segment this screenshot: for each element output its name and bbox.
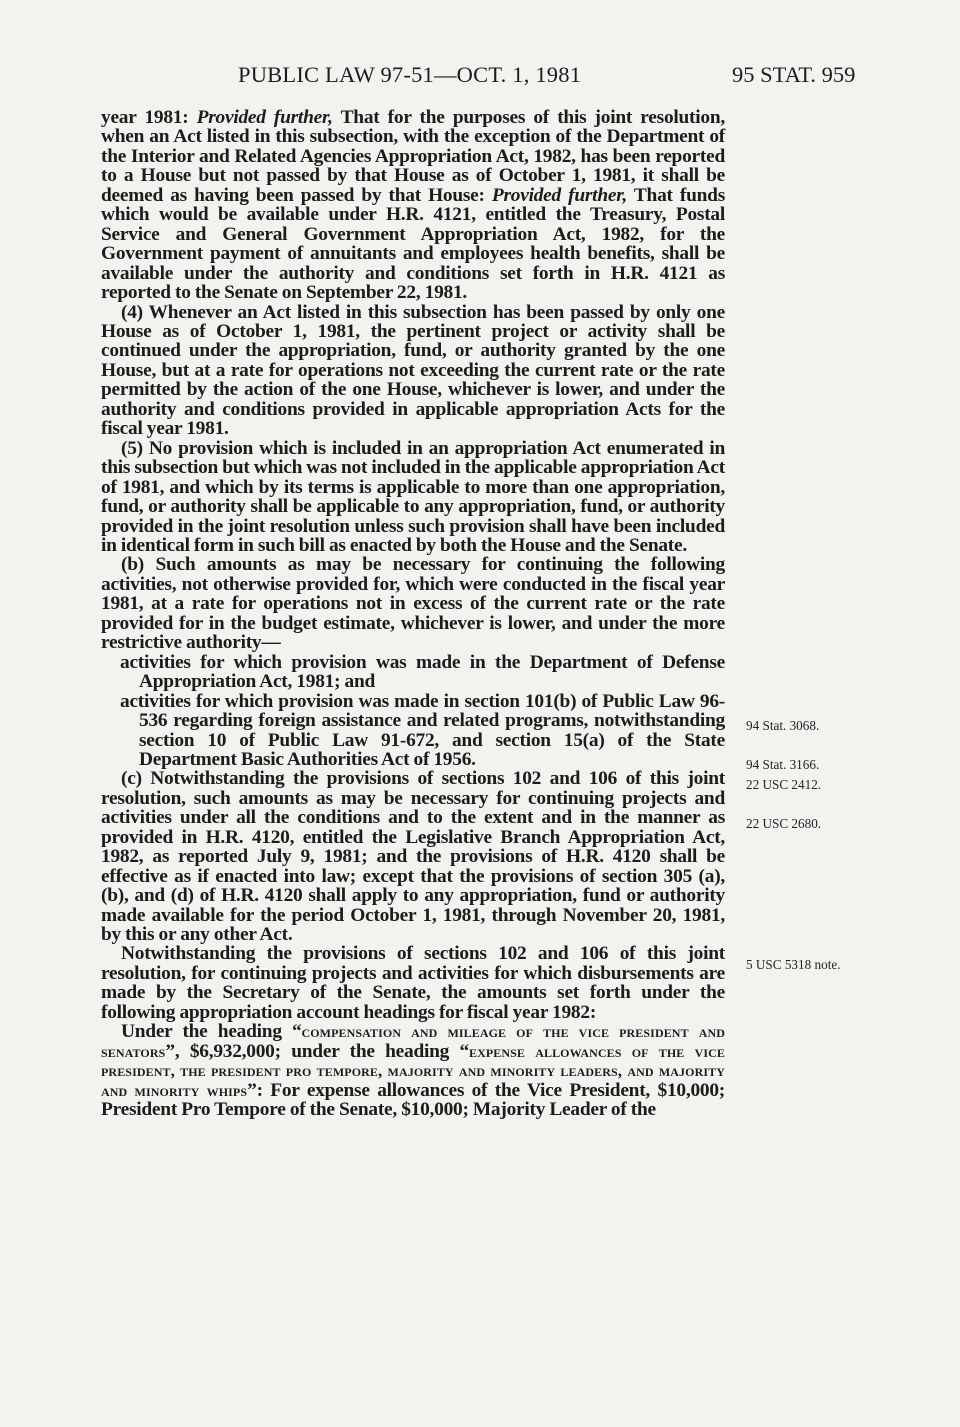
margin-note-94-stat-3068: 94 Stat. 3068.	[746, 718, 820, 733]
paragraph-senate: Notwithstanding the provisions of sections 102 and 106 of this joint resolution, for continuing projects and activities for which disbursements are made by the Secretary of the Senate, the amounts set forth under the following appropriation account headings for fiscal year 1982:	[101, 943, 725, 1023]
paragraph-1: year 1981: Provided further, That for the purposes of this joint resolution, when an Act listed in this subsection, with the exception of the Department of the Interior and Related Agencies Appropriation Act, 1982, has been reported to a House but not passed by that House as of October 1, 1981, it shall be deemed as having been passed by that House: Provided further, That funds which would be available under H.R. 4121, entitled the Treasury, Postal Service and General Government Appropriation Act, 1982, for the Government payment of annuitants and employees health benefits, shall be available under the authority and conditions set forth in H.R. 4121 as reported to the Senate on September 22, 1981.	[101, 107, 725, 304]
header-title: PUBLIC LAW 97-51—OCT. 1, 1981	[238, 62, 582, 87]
page-header	[0, 62, 960, 88]
activities-foreign-assistance: activities for which provision was made in section 101(b) of Public Law 96-536 regarding foreign assistance and related programs, notwithstanding section 10 of Public Law 91-672, and section 15(a) of the State Department Basic Authorities Act of 1956.	[120, 690, 725, 770]
body-text	[101, 108, 725, 1120]
paragraph-c: (c) Notwithstanding the provisions of sections 102 and 106 of this joint resolution, such amounts as may be necessary for continuing projects and activities under all the conditions and to the extent and in the manner as provided in H.R. 4120, entitled the Legislative Branch Appropriation Act, 1982, as reported July 9, 1981; and the provisions of H.R. 4120 shall be effective as if enacted into law; except that the provisions of section 305 (a), (b), and (d) of H.R. 4120 shall apply to any appropriation, fund or authority made available for the period October 1, 1981, through November 20, 1981, by this or any other Act.	[101, 768, 725, 946]
margin-note-22-usc-2412: 22 USC 2412.	[746, 777, 822, 792]
paragraph-headings: Under the heading “compensation and mileage of the vice president and senators”, $6,932,000; under the heading “expense allowances of the vice president, the president pro tempore, majority and minority leaders, and majority and minority whips”: For expense allowances of the Vice President, $10,000; President Pro Tempore of the Senate, $10,000; Majority Leader of the	[101, 1021, 725, 1121]
margin-note-22-usc-2680: 22 USC 2680.	[746, 816, 822, 831]
paragraph-4: (4) Whenever an Act listed in this subsection has been passed by only one House as of October 1, 1981, the pertinent project or activity shall be continued under the appropriation, fund, or authority granted by the one House, but at a rate for operations not exceeding the current rate or the rate permitted by the action of the one House, whichever is lower, and under the authority and conditions provided in applicable appropriation Acts for the fiscal year 1981.	[101, 301, 725, 440]
margin-note-94-stat-3166: 94 Stat. 3166.	[746, 757, 820, 772]
margin-note-5-usc-5318: 5 USC 5318 note.	[746, 957, 841, 972]
paragraph-b: (b) Such amounts as may be necessary for continuing the following activities, not otherwise provided for, which were conducted in the fiscal year 1981, at a rate for operations not in excess of the current rate or the rate provided for in the budget estimate, whichever is lower, and under the more restrictive authority—	[101, 554, 725, 654]
header-stat-page: 95 STAT. 959	[732, 62, 856, 87]
paragraph-5: (5) No provision which is included in an appropriation Act enumerated in this subsection but which was not included in the applicable appropriation Act of 1981, and which by its terms is applicable to more than one appropriation, fund, or authority shall be applicable to any appropriation, fund, or authority provided in the joint resolution unless such provision shall have been included in identical form in such bill as enacted by both the House and the Senate.	[101, 437, 725, 556]
activities-defense: activities for which provision was made in the Department of Defense Appropriation Act, 1981; and	[120, 651, 725, 693]
